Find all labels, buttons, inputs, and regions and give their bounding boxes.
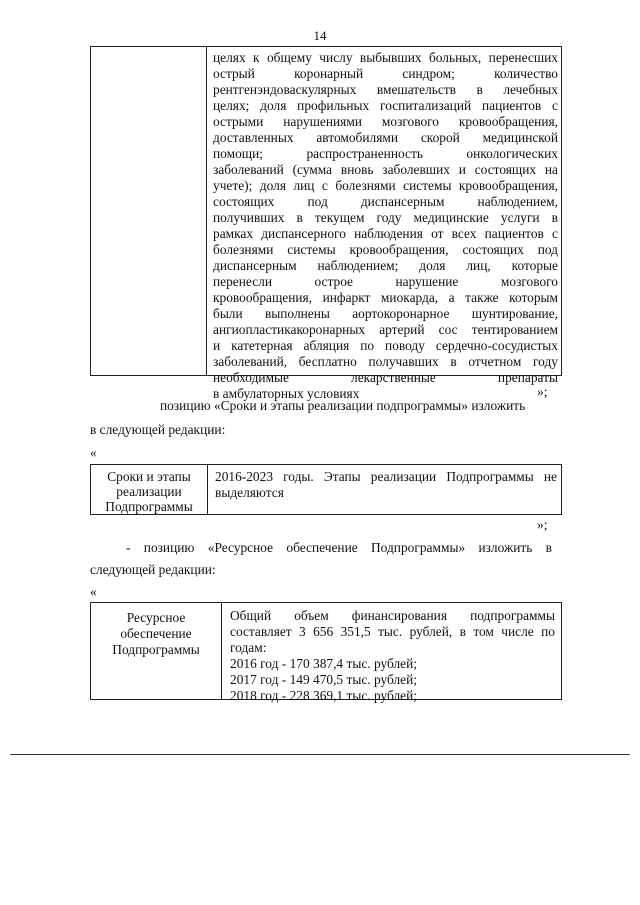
indicators-line: помощи; распространенность онкологических	[213, 146, 558, 161]
paragraph-line: в следующей редакции:	[90, 422, 226, 437]
indicators-line: состоящих под диспансерным наблюдением,	[213, 194, 558, 209]
indicators-line: рентгенэндоваскулярных вмешательств в лечебных	[213, 82, 558, 97]
opening-quote: «	[90, 445, 97, 460]
funding-value-line: годам:	[230, 640, 267, 655]
timeline-table	[90, 464, 562, 515]
indicators-line: острый коронарный синдром; количество	[213, 66, 558, 81]
paragraph-line: - позицию «Ресурсное обеспечение Подпрограммы» изложить в	[126, 540, 552, 555]
indicators-line: болезнями системы кровообращения, состоящих под	[213, 242, 558, 257]
indicators-table-text-cell	[208, 47, 561, 401]
paragraph-line: следующей редакции:	[90, 562, 216, 577]
opening-quote: «	[90, 584, 97, 599]
indicators-line: перенесли острое нарушение мозгового	[213, 274, 558, 289]
indicators-line: заболеваний, бесплатно получавших в отчетном году	[213, 354, 558, 369]
funding-label-line: Подпрограммы	[112, 642, 200, 657]
page-bottom-divider	[10, 754, 630, 755]
indicators-line: были выполнены аортокоронарное шунтирование,	[213, 306, 558, 321]
paragraph-line: позицию «Сроки и этапы реализации подпрограммы» изложить	[160, 398, 526, 413]
funding-value-line: 2016 год - 170 387,4 тыс. рублей;	[230, 656, 417, 671]
indicators-line: доставленных автомобилями скорой медицинской	[213, 130, 558, 145]
closing-quote: »;	[537, 384, 548, 399]
timeline-label-cell	[91, 465, 208, 514]
funding-label-line: обеспечение	[120, 626, 192, 641]
funding-value-line: 2017 год - 149 470,5 тыс. рублей;	[230, 672, 417, 687]
indicators-line: получивших в текущем году медицинские услуги в	[213, 210, 558, 225]
indicators-line: в амбулаторных условиях	[213, 386, 360, 401]
indicators-line: ангиопластикакоронарных артерий сос тентированием	[213, 322, 558, 337]
indicators-line: необходимые лекарственные препараты	[213, 370, 558, 385]
funding-label-line: Ресурсное	[126, 610, 186, 625]
page-number: 14	[313, 28, 327, 43]
closing-quote: »;	[537, 517, 548, 532]
funding-label-cell	[91, 603, 222, 699]
timeline-label-line: Сроки и этапы	[107, 469, 191, 484]
indicators-line: диспансерным наблюдением; доля лиц, которые	[213, 258, 558, 273]
funding-value-cell	[223, 603, 561, 703]
funding-value-line: Общий объем финансирования подпрограммы	[230, 608, 555, 623]
indicators-line: заболеваний (сумма вновь заболевших и состоящих на	[213, 162, 558, 177]
timeline-value-cell	[209, 465, 561, 514]
timeline-value-line: 2016-2023 годы. Этапы реализации Подпрограммы не	[215, 469, 557, 484]
funding-table	[90, 602, 562, 703]
funding-value-line: составляет 3 656 351,5 тыс. рублей, в том числе по	[230, 624, 555, 639]
indicators-line: целях; доля профильных госпитализаций пациентов с	[213, 98, 558, 113]
indicators-table	[90, 46, 562, 401]
indicators-line: целях к общему числу выбывших больных, перенесших	[213, 50, 558, 65]
timeline-label-line: реализации	[116, 484, 182, 499]
indicators-line: острыми нарушениями мозгового кровообращения,	[213, 114, 558, 129]
indicators-line: рамках диспансерного наблюдения от всех пациентов с	[213, 226, 558, 241]
indicators-line: учете); доля лиц с болезнями системы кровообращения,	[213, 178, 558, 193]
indicators-table-left-cell	[91, 47, 207, 375]
indicators-line: кровообращения, инфаркт миокарда, а также которым	[213, 290, 558, 305]
indicators-line: и катетерная абляция по поводу сердечно-сосудистых	[213, 338, 558, 353]
timeline-value-line: выделяются	[215, 485, 284, 500]
funding-value-line: 2018 год - 228 369,1 тыс. рублей;	[230, 688, 417, 703]
timeline-label-line: Подпрограммы	[105, 499, 193, 514]
